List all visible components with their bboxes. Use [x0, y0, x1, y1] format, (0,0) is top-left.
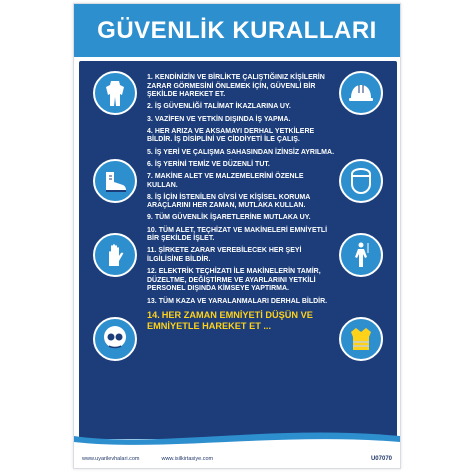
safety-glove-icon: [93, 233, 137, 277]
rule-11: 11. ŞİRKETE ZARAR VEREBİLECEK HER ŞEYİ İLGİLİSİNE BİLDİR.: [147, 247, 302, 264]
safety-poster: [73, 3, 401, 469]
rule-5: 5. İŞ YERİ VE ÇALIŞMA SAHASINDAN İZİNSİZ AYRILMA.: [147, 148, 335, 156]
safety-goggles-icon: [93, 317, 137, 361]
rule-10: 10. TÜM ALET, TEÇHİZAT VE MAKİNELERİ EMNİYETLİ BİR ŞEKİLDE İŞLET.: [147, 226, 328, 243]
high-vis-vest-icon: [339, 317, 383, 361]
rule-12: 12. ELEKTRİK TEÇHİZATI İLE MAKİNELERİN TAMİR, DÜZELTME, DEĞİŞTİRME VE AYARLARINI YETKİLİ PERSONEL DIŞINDA KİMSEYE YAPTIRMA.: [147, 268, 321, 293]
rule-3: 3. VAZİFEN VE YETKİN DIŞINDA İŞ YAPMA.: [147, 115, 291, 123]
rule-2: 2. İŞ GÜVENLİĞİ TALİMAT İKAZLARINA UY.: [147, 103, 291, 111]
footer-wave: [74, 422, 400, 452]
footer-url-1[interactable]: www.uyarilevhalari.com: [82, 456, 140, 462]
rule-4: 4. HER ARIZA VE AKSAMAYI DERHAL YETKİLERE BİLDİR. İŞ DİSİPLİNİ VE CİDDİYETİ İLE ÇALIŞ.: [147, 127, 315, 144]
rule-8: 8. İŞ İÇİN İSTENİLEN GİYSİ VE KİŞİSEL KORUMA ARAÇLARINI HER ZAMAN, MUTLAKA KULLAN.: [147, 193, 311, 210]
footer-url-2[interactable]: www.isilkirtasiye.com: [161, 456, 214, 462]
face-shield-icon: [339, 159, 383, 203]
rules-panel: [79, 61, 397, 439]
rule-9: 9. TÜM GÜVENLİK İŞARETLERİNE MUTLAKA UY.: [147, 214, 311, 222]
rule-6: 6. İŞ YERİNİ TEMİZ VE DÜZENLİ TUT.: [147, 160, 270, 168]
poster-title: GÜVENLİK KURALLARI: [97, 16, 377, 44]
safety-boot-icon: [93, 159, 137, 203]
rule-13: 13. TÜM KAZA VE YARALANMALARI DERHAL BİLDİR.: [147, 297, 328, 305]
rule-1: 1. KENDİNİZİN VE BİRLİKTE ÇALIŞTIĞINIZ KİŞİLERİN ZARAR GÖRMESİNİ ÖNLEMEK İÇİN, GÜVENLİ BİR ŞEKİLDE HAREKET ET.: [147, 74, 325, 99]
rule-14: 14. HER ZAMAN EMNİYETİ DÜŞÜN VE EMNİYETLE HAREKET ET ...: [147, 310, 313, 332]
hard-hat-icon: [339, 71, 383, 115]
poster-footer: [74, 450, 400, 468]
safety-harness-icon: [339, 233, 383, 277]
rules-list: [147, 74, 335, 336]
rule-7: 7. MAKİNE ALET VE MALZEMELERİNİ ÖZENLE KULLAN.: [147, 172, 304, 189]
coverall-icon: [93, 71, 137, 115]
product-code: U07070: [370, 456, 392, 462]
poster-header: [74, 4, 400, 57]
